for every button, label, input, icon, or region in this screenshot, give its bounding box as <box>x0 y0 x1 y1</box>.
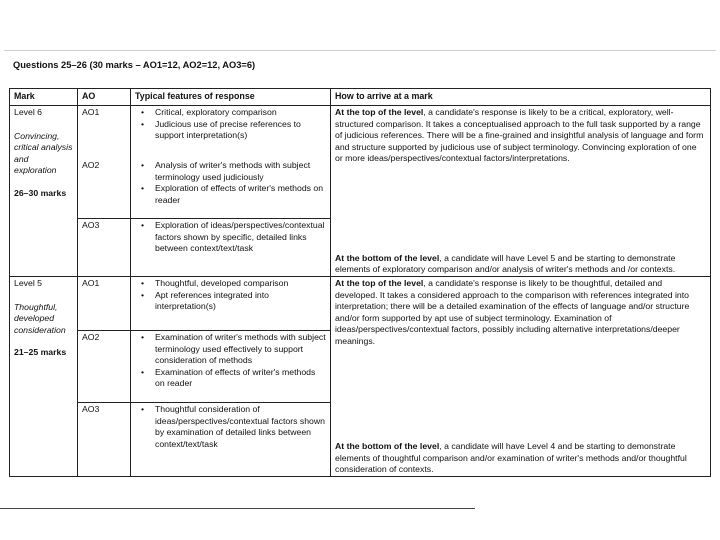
level-6-ao3-features <box>131 219 331 277</box>
level-6-bottom-description <box>331 219 711 277</box>
level-5-top-text: , a candidate's response is likely to be thoughtful, detailed and developed. It takes a considered approach to the comparison with references integrated into interpretation; there will be a detailed examination of the effects of language and/or structure and/or form supported by apt use of subject terminology. Examination of ideas/perspectives/contextual factors, possibly including alternative interpretations/deeper meanings. <box>335 278 690 346</box>
level-6-ao3-label: AO3 <box>78 219 131 277</box>
level-5-ao2-features <box>131 331 331 403</box>
feature-item: • Analysis of writer's methods with subject terminology used judiciously <box>155 160 326 183</box>
mark-scheme-table <box>9 88 711 477</box>
feature-item: • Apt references integrated into interpretation(s) <box>155 290 326 313</box>
header-how-to-mark: How to arrive at a mark <box>331 89 711 106</box>
level-6-mark-cell-cont <box>10 219 78 277</box>
level-6-ao3-row <box>10 219 711 277</box>
level-6-marks: 26–30 marks <box>14 187 67 198</box>
feature-item: • Examination of effects of writer's methods on reader <box>155 367 326 390</box>
level-6-ao2-label: AO2 <box>78 159 131 219</box>
level-6-bottom-text: , a candidate will have Level 5 and be starting to demonstrate elements of exploratory comparison and/or analysis of writer's methods and /or contexts. <box>335 252 676 275</box>
level-5-ao3-row <box>10 403 711 477</box>
feature-item: • Thoughtful, developed comparison <box>155 278 326 290</box>
page-bottom-mask <box>0 498 720 540</box>
level-6-top-lead: At the top of the level <box>335 107 424 117</box>
level-6-top-text: , a candidate's response is likely to be a critical, exploratory, well-structured comparison. It takes a conceptualised approach to the full task supported by a range of judicious references. There will be a fine-grained and insightful analysis of language and form and structure supported by judicious use of subject terminology. Convincing exploration of one or more ideas/perspectives/contextual factors/interpretations. <box>335 107 704 164</box>
header-mark: Mark <box>10 89 78 106</box>
feature-item: • Critical, exploratory comparison <box>155 107 326 119</box>
feature-item: • Exploration of ideas/perspectives/contextual factors shown by specific, detailed links between context/text/task <box>155 220 326 255</box>
level-5-ao1-features <box>131 277 331 331</box>
level-5-bottom-description <box>331 403 711 477</box>
feature-item: • Judicious use of precise references to support interpretation(s) <box>155 119 326 142</box>
feature-item: • Exploration of effects of writer's methods on reader <box>155 183 326 206</box>
page-heading: Questions 25–26 (30 marks – AO1=12, AO2=12, AO3=6) <box>13 60 256 70</box>
top-divider <box>4 50 716 51</box>
level-5-ao3-features <box>131 403 331 477</box>
level-6-ao1-row <box>10 106 711 160</box>
level-5-top-lead: At the top of the level <box>335 278 424 288</box>
feature-item: • Examination of writer's methods with subject terminology used effectively to support consideration of methods <box>155 332 326 367</box>
level-5-ao1-label: AO1 <box>78 277 131 331</box>
level-6-bottom-lead: At the bottom of the level <box>335 252 440 263</box>
level-5-title: Level 5 <box>14 278 43 288</box>
level-5-ao3-label: AO3 <box>78 403 131 477</box>
header-features: Typical features of response <box>131 89 331 106</box>
level-5-bottom-text: , a candidate will have Level 4 and be starting to demonstrate elements of thoughtful comparison and/or examination of writer's methods and/or thoughtful consideration of contexts. <box>335 441 687 475</box>
level-5-descriptor: Thoughtful, developed consideration <box>14 301 66 335</box>
level-5-marks: 21–25 marks <box>14 347 67 358</box>
level-6-ao1-label: AO1 <box>78 106 131 160</box>
level-6-top-description <box>331 106 711 219</box>
level-6-ao1-features <box>131 106 331 160</box>
level-6-ao2-features <box>131 159 331 219</box>
level-6-title: Level 6 <box>14 107 43 117</box>
level-5-top-description <box>331 277 711 403</box>
level-5-ao1-row <box>10 277 711 331</box>
table-header-row <box>10 89 711 106</box>
level-6-descriptor: Convincing, critical analysis and exploration <box>14 130 73 176</box>
header-ao: AO <box>78 89 131 106</box>
level-5-ao2-label: AO2 <box>78 331 131 403</box>
level-5-mark-cell <box>10 277 78 403</box>
level-5-bottom-lead: At the bottom of the level <box>335 441 440 452</box>
bottom-divider <box>0 508 475 509</box>
level-6-mark-cell <box>10 106 78 219</box>
feature-item: • Thoughtful consideration of ideas/perspectives/contextual factors shown by examination of detailed links between context/text/task <box>155 404 326 450</box>
level-5-mark-cell-cont <box>10 403 78 477</box>
